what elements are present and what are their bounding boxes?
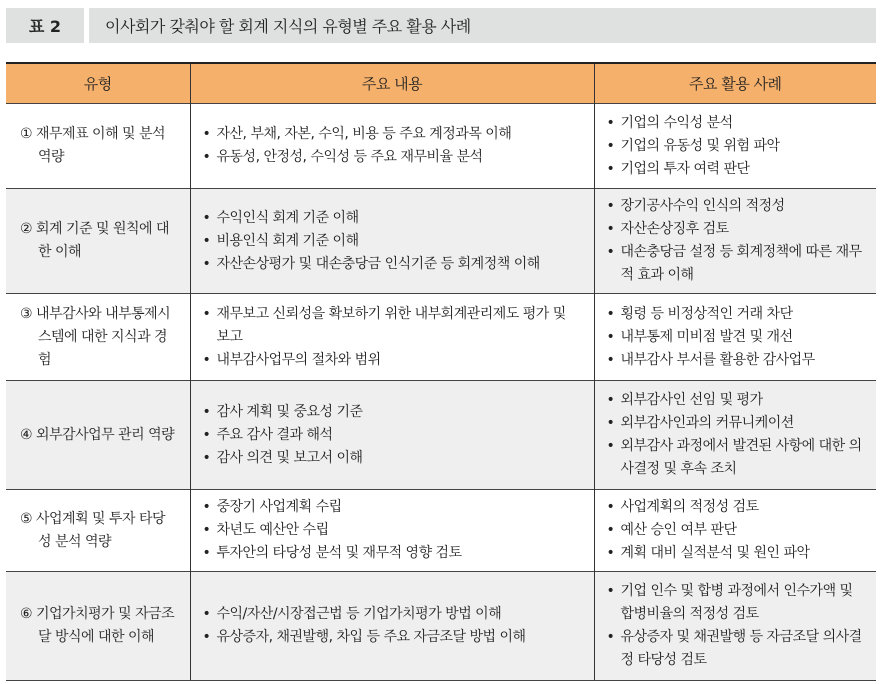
type-label: ⑥ 기업가치평가 및 자금조달 방식에 대한 이해 — [20, 606, 175, 645]
cases-cell — [594, 490, 876, 572]
cases-cell — [594, 189, 876, 294]
list-item: • 수익인식 회계 기준 이해 — [203, 207, 582, 230]
list-item: • 장기공사수익 인식의 적정성 — [607, 195, 865, 218]
content-cell — [190, 189, 594, 294]
list-item: • 사업계획의 적정성 검토 — [607, 496, 865, 519]
cases-list — [607, 195, 865, 287]
content-list — [203, 401, 582, 470]
list-item: • 대손충당금 설정 등 회계정책에 따른 재무적 효과 이해 — [607, 241, 865, 287]
header-cases: 주요 활용 사례 — [594, 63, 876, 104]
table-row — [6, 490, 876, 572]
list-item: • 계획 대비 실적분석 및 원인 파악 — [607, 542, 865, 565]
type-cell — [6, 189, 190, 294]
list-item: • 내부감사업무의 절차와 범위 — [203, 349, 582, 372]
cases-list — [607, 389, 865, 481]
list-item: • 유동성, 안정성, 수익성 등 주요 재무비율 분석 — [203, 146, 582, 169]
content-cell — [190, 490, 594, 572]
table-label: 표 2 — [6, 8, 84, 43]
list-item: • 내부통제 미비점 발견 및 개선 — [607, 326, 865, 349]
header-type: 유형 — [6, 63, 190, 104]
cases-list — [607, 580, 865, 672]
content-cell — [190, 294, 594, 381]
content-list — [203, 207, 582, 276]
list-item: • 유상증자, 채권발행, 차입 등 주요 자금조달 방법 이해 — [203, 626, 582, 649]
type-label: ③ 내부감사와 내부통제시스템에 대한 지식과 경험 — [20, 305, 171, 368]
table-row — [6, 104, 876, 189]
list-item: • 재무보고 신뢰성을 확보하기 위한 내부회계관리제도 평가 및 보고 — [203, 303, 582, 349]
content-cell — [190, 104, 594, 189]
list-item: • 외부감사 과정에서 발견된 사항에 대한 의사결정 및 후속 조치 — [607, 435, 865, 481]
cases-list — [607, 496, 865, 565]
table-title: 이사회가 갖춰야 할 회계 지식의 유형별 주요 활용 사례 — [89, 8, 876, 43]
type-cell — [6, 294, 190, 381]
list-item: • 유상증자 및 채권발행 등 자금조달 의사결정 타당성 검토 — [607, 626, 865, 672]
list-item: • 기업의 투자 여력 판단 — [607, 158, 865, 181]
cases-list — [607, 112, 865, 181]
list-item: • 감사 의견 및 보고서 이해 — [203, 447, 582, 470]
type-label: ④ 외부감사업무 관리 역량 — [20, 426, 175, 443]
content-list — [203, 496, 582, 565]
list-item: • 투자안의 타당성 분석 및 재무적 영향 검토 — [203, 542, 582, 565]
content-cell — [190, 572, 594, 681]
cases-cell — [594, 104, 876, 189]
list-item: • 외부감사인 선임 및 평가 — [607, 389, 865, 412]
list-item: • 중장기 사업계획 수립 — [203, 496, 582, 519]
list-item: • 차년도 예산안 수립 — [203, 519, 582, 542]
table-row — [6, 294, 876, 381]
knowledge-table — [6, 62, 876, 681]
list-item: • 자산손상징후 검토 — [607, 218, 865, 241]
cases-cell — [594, 381, 876, 490]
list-item: • 기업의 유동성 및 위험 파악 — [607, 135, 865, 158]
list-item: • 외부감사인과의 커뮤니케이션 — [607, 412, 865, 435]
list-item: • 예산 승인 여부 판단 — [607, 519, 865, 542]
content-list — [203, 603, 582, 649]
type-cell — [6, 104, 190, 189]
type-cell — [6, 381, 190, 490]
type-label: ② 회계 기준 및 원칙에 대한 이해 — [20, 221, 170, 260]
content-list — [203, 123, 582, 169]
list-item: • 감사 계획 및 중요성 기준 — [203, 401, 582, 424]
type-label: ① 재무제표 이해 및 분석 역량 — [20, 126, 166, 165]
list-item: • 기업 인수 및 합병 과정에서 인수가액 및 합병비율의 적정성 검토 — [607, 580, 865, 626]
list-item: • 기업의 수익성 분석 — [607, 112, 865, 135]
type-cell — [6, 490, 190, 572]
content-list — [203, 303, 582, 372]
list-item: • 내부감사 부서를 활용한 감사업무 — [607, 349, 865, 372]
type-label: ⑤ 사업계획 및 투자 타당성 분석 역량 — [20, 510, 166, 550]
header-content: 주요 내용 — [190, 63, 594, 104]
list-item: • 비용인식 회계 기준 이해 — [203, 230, 582, 253]
list-item: • 횡령 등 비정상적인 거래 차단 — [607, 303, 865, 326]
table-row — [6, 189, 876, 294]
header-row — [6, 63, 876, 104]
list-item: • 수익/자산/시장접근법 등 기업가치평가 방법 이해 — [203, 603, 582, 626]
cases-list — [607, 303, 865, 372]
content-cell — [190, 381, 594, 490]
list-item: • 주요 감사 결과 해석 — [203, 424, 582, 447]
table-row — [6, 572, 876, 681]
cases-cell — [594, 572, 876, 681]
cases-cell — [594, 294, 876, 381]
type-cell — [6, 572, 190, 681]
list-item: • 자산, 부채, 자본, 수익, 비용 등 주요 계정과목 이해 — [203, 123, 582, 146]
table-row — [6, 381, 876, 490]
list-item: • 자산손상평가 및 대손충당금 인식기준 등 회계정책 이해 — [203, 253, 582, 276]
